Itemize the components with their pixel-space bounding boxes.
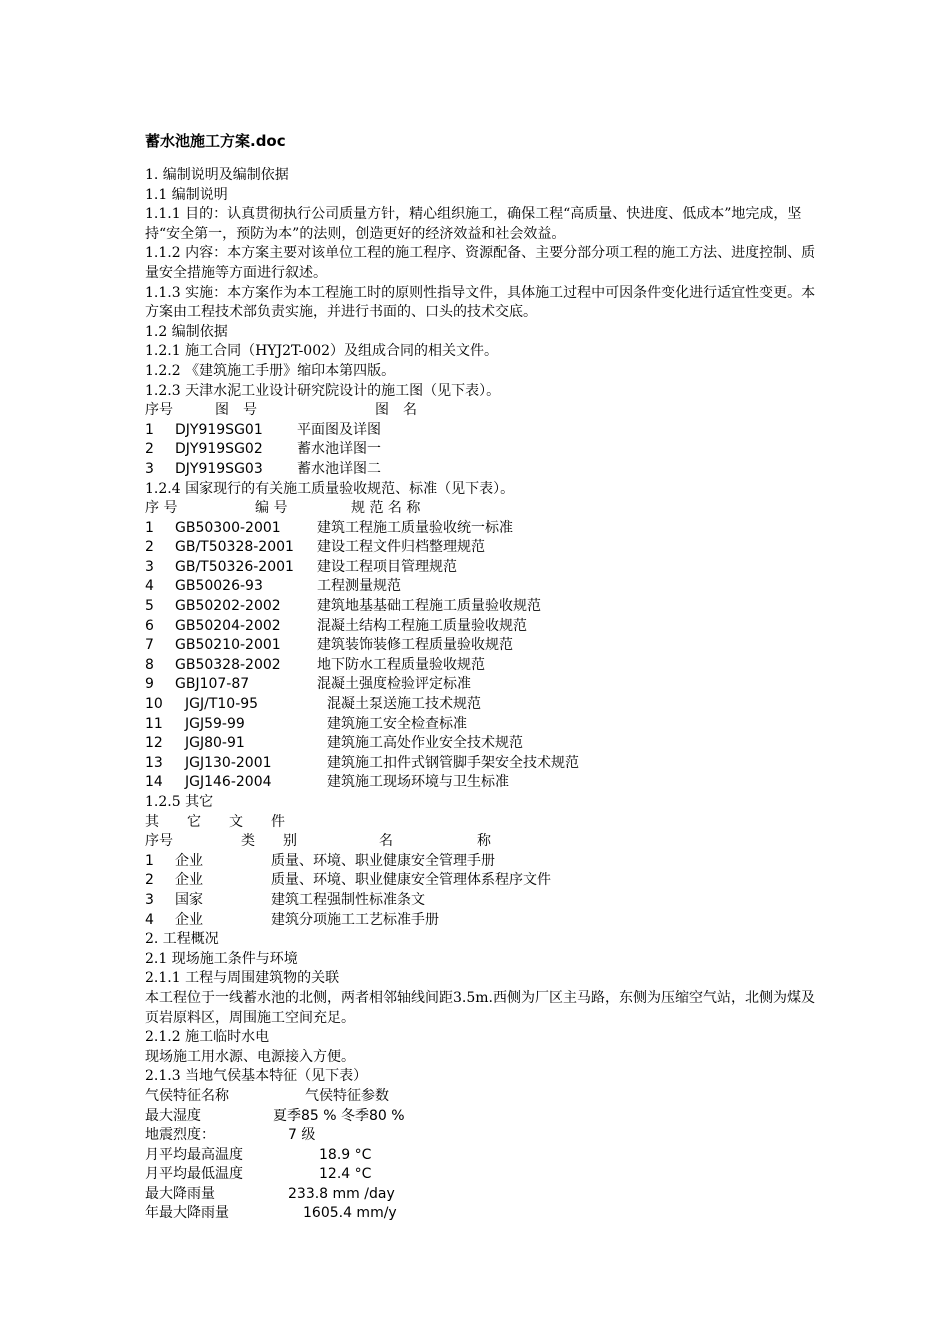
climate-value: 12.4 °C: [319, 1166, 372, 1183]
climate-row: [145, 1146, 825, 1166]
standard-row: [145, 617, 825, 637]
row-number: 3: [145, 558, 154, 575]
header-cell: 序号: [145, 402, 173, 419]
paragraph-heading: 2.1.2 施工临时水电: [145, 1029, 270, 1046]
climate-value: 7 级: [288, 1127, 316, 1144]
document-title: 蓄水池施工方案.doc: [145, 132, 286, 150]
climate-value: 233.8 mm /day: [288, 1185, 395, 1202]
row-number: 8: [145, 656, 154, 673]
row-number: 6: [145, 617, 154, 634]
standards-header-row: [145, 499, 825, 519]
header-cell: 名 称: [379, 833, 491, 850]
standard-name: 建筑工程施工质量验收统一标准: [317, 519, 513, 536]
paragraph-content: 1.1.2 内容：本方案主要对该单位工程的施工程序、资源配备、主要分部分项工程的施工方法、进度控制、质量安全措施等方面进行叙述。: [145, 245, 816, 281]
row-number: 14: [145, 774, 163, 791]
standard-row: [145, 754, 825, 774]
section-heading: 1. 编制说明及编制依据: [145, 167, 289, 183]
other-name: 建筑工程强制性标准条文: [271, 891, 425, 908]
standard-row: [145, 675, 825, 695]
standard-row: [145, 715, 825, 735]
drawing-row: [145, 421, 825, 441]
paragraph-handbook: 1.2.2 《建筑施工手册》缩印本第四版。: [145, 362, 396, 379]
row-number: 1: [145, 421, 154, 438]
climate-name: 月平均最低温度: [145, 1166, 243, 1183]
standard-name: 建筑地基基础工程施工质量验收规范: [317, 598, 541, 615]
drawing-name: 平面图及详图: [297, 421, 381, 438]
header-cell: 气侯特征名称: [145, 1087, 229, 1104]
drawing-code: DJY919SG03: [175, 460, 263, 477]
others-table-title: 其 它 文 件: [145, 813, 285, 830]
standard-name: 建设工程项目管理规范: [317, 558, 457, 575]
row-number: 2: [145, 441, 154, 458]
header-cell: 序 号: [145, 500, 178, 517]
document-page: [145, 130, 825, 1224]
subsection-heading: 1.1 编制说明: [145, 186, 228, 203]
other-name: 建筑分项施工工艺标准手册: [271, 911, 439, 928]
other-type: 企业: [175, 911, 203, 928]
drawing-name: 蓄水池详图二: [297, 460, 381, 477]
row-number: 1: [145, 519, 154, 536]
paragraph-purpose: 1.1.1 目的：认真贯彻执行公司质量方针，精心组织施工，确保工程“高质量、快进度、低成本”地完成，坚持“安全第一，预防为本”的法则，创造更好的经济效益和社会效益。: [145, 206, 802, 242]
standard-name: 建筑施工扣件式钢管脚手架安全技术规范: [327, 754, 579, 771]
standard-code: GB50328-2002: [175, 656, 281, 673]
climate-name: 地震烈度：: [145, 1127, 215, 1144]
climate-row: [145, 1126, 825, 1146]
header-cell: 图 名: [375, 402, 417, 419]
standard-code: GB50210-2001: [175, 637, 281, 654]
paragraph-utilities: 现场施工用水源、电源接入方便。: [145, 1048, 355, 1065]
standard-row: [145, 558, 825, 578]
climate-name: 年最大降雨量: [145, 1205, 229, 1222]
standard-code: GBJ107-87: [175, 676, 250, 693]
row-number: 1: [145, 852, 154, 869]
drawing-code: DJY919SG02: [175, 441, 263, 458]
other-name: 质量、环境、职业健康安全管理体系程序文件: [271, 872, 551, 889]
standard-code: GB/T50326-2001: [175, 558, 294, 575]
others-header-row: [145, 832, 825, 852]
climate-value: 1605.4 mm/y: [303, 1205, 397, 1222]
other-name: 质量、环境、职业健康安全管理手册: [271, 852, 495, 869]
other-type: 国家: [175, 891, 203, 908]
climate-header-row: [145, 1087, 825, 1107]
row-number: 2: [145, 539, 154, 556]
subsection-heading: 1.2 编制依据: [145, 323, 228, 340]
standard-name: 混凝土泵送施工技术规范: [327, 696, 481, 713]
subsection-heading: 2.1 现场施工条件与环境: [145, 950, 298, 967]
others-row: [145, 911, 825, 931]
header-cell: 图 号: [215, 402, 257, 419]
paragraph-others: 1.2.5 其它: [145, 794, 214, 810]
standard-row: [145, 519, 825, 539]
standard-row: [145, 656, 825, 676]
standard-name: 建设工程文件归档整理规范: [317, 539, 485, 556]
paragraph-heading: 2.1.3 当地气侯基本特征（见下表）: [145, 1068, 368, 1085]
standard-row: [145, 538, 825, 558]
drawing-row: [145, 460, 825, 480]
standard-name: 建筑施工安全检查标准: [327, 715, 467, 732]
standard-row: [145, 577, 825, 597]
climate-row: [145, 1185, 825, 1205]
standard-name: 建筑施工现场环境与卫生标准: [327, 774, 509, 791]
climate-value: 18.9 °C: [319, 1146, 372, 1163]
row-number: 2: [145, 872, 154, 889]
paragraph-standards: 1.2.4 国家现行的有关施工质量验收规范、标准（见下表）。: [145, 480, 515, 497]
section-heading: 2. 工程概况: [145, 931, 219, 948]
standard-row: [145, 636, 825, 656]
row-number: 10: [145, 696, 163, 713]
header-cell: 序号: [145, 833, 173, 850]
standard-code: JGJ59-99: [185, 715, 245, 732]
header-cell: 类 别: [241, 833, 297, 850]
standard-name: 建筑装饰装修工程质量验收规范: [317, 637, 513, 654]
climate-name: 月平均最高温度: [145, 1146, 243, 1163]
standards-table-body: [145, 519, 825, 793]
drawing-name: 蓄水池详图一: [297, 441, 381, 458]
header-cell: 规 范 名 称: [351, 500, 421, 517]
row-number: 11: [145, 715, 163, 732]
standard-code: JGJ130-2001: [185, 754, 272, 771]
climate-row: [145, 1165, 825, 1185]
row-number: 4: [145, 911, 154, 928]
climate-row: [145, 1107, 825, 1127]
other-type: 企业: [175, 872, 203, 889]
standard-code: GB50300-2001: [175, 519, 281, 536]
climate-row: [145, 1204, 825, 1224]
standard-code: GB/T50328-2001: [175, 539, 294, 556]
standard-name: 混凝土强度检验评定标准: [317, 676, 471, 693]
header-cell: 编 号: [255, 500, 288, 517]
standard-row: [145, 734, 825, 754]
paragraph-drawings: 1.2.3 天津水泥工业设计研究院设计的施工图（见下表）。: [145, 382, 501, 399]
row-number: 9: [145, 676, 154, 693]
standard-name: 地下防水工程质量验收规范: [317, 656, 485, 673]
paragraph-heading: 2.1.1 工程与周围建筑物的关联: [145, 970, 340, 987]
others-row: [145, 852, 825, 872]
drawing-code: DJY919SG01: [175, 421, 263, 438]
climate-value: 夏季85 % 冬季80 %: [273, 1107, 405, 1124]
row-number: 5: [145, 598, 154, 615]
standard-name: 混凝土结构工程施工质量验收规范: [317, 617, 527, 634]
standard-code: GB50204-2002: [175, 617, 281, 634]
header-cell: 气侯特征参数: [305, 1087, 389, 1104]
row-number: 12: [145, 735, 163, 752]
standard-code: JGJ146-2004: [185, 774, 272, 791]
row-number: 3: [145, 460, 154, 477]
paragraph-surroundings: 本工程位于一线蓄水池的北侧，两者相邻轴线间距3.5m.西侧为厂区主马路，东侧为压缩空气站，北侧为煤及页岩原料区，周围施工空间充足。: [145, 989, 815, 1026]
climate-name: 最大湿度: [145, 1107, 201, 1124]
standard-code: GB50026-93: [175, 578, 263, 595]
others-row: [145, 871, 825, 891]
others-row: [145, 891, 825, 911]
paragraph-implementation: 1.1.3 实施：本方案作为本工程施工时的原则性指导文件，具体施工过程中可因条件变化进行适宜性变更。本方案由工程技术部负责实施，并进行书面的、口头的技术交底。: [145, 284, 816, 321]
row-number: 13: [145, 754, 163, 771]
drawings-header-row: [145, 401, 825, 421]
other-type: 企业: [175, 852, 203, 869]
paragraph-contract: 1.2.1 施工合同（HYJ2T-002）及组成合同的相关文件。: [145, 343, 499, 360]
standard-code: JGJ/T10-95: [185, 696, 259, 713]
standard-row: [145, 597, 825, 617]
standard-code: GB50202-2002: [175, 598, 281, 615]
row-number: 3: [145, 891, 154, 908]
standard-name: 工程测量规范: [317, 578, 401, 595]
standard-row: [145, 695, 825, 715]
standard-row: [145, 773, 825, 793]
row-number: 4: [145, 578, 154, 595]
standard-code: JGJ80-91: [185, 735, 245, 752]
standard-name: 建筑施工高处作业安全技术规范: [327, 735, 523, 752]
row-number: 7: [145, 637, 154, 654]
drawing-row: [145, 440, 825, 460]
climate-name: 最大降雨量: [145, 1185, 215, 1202]
